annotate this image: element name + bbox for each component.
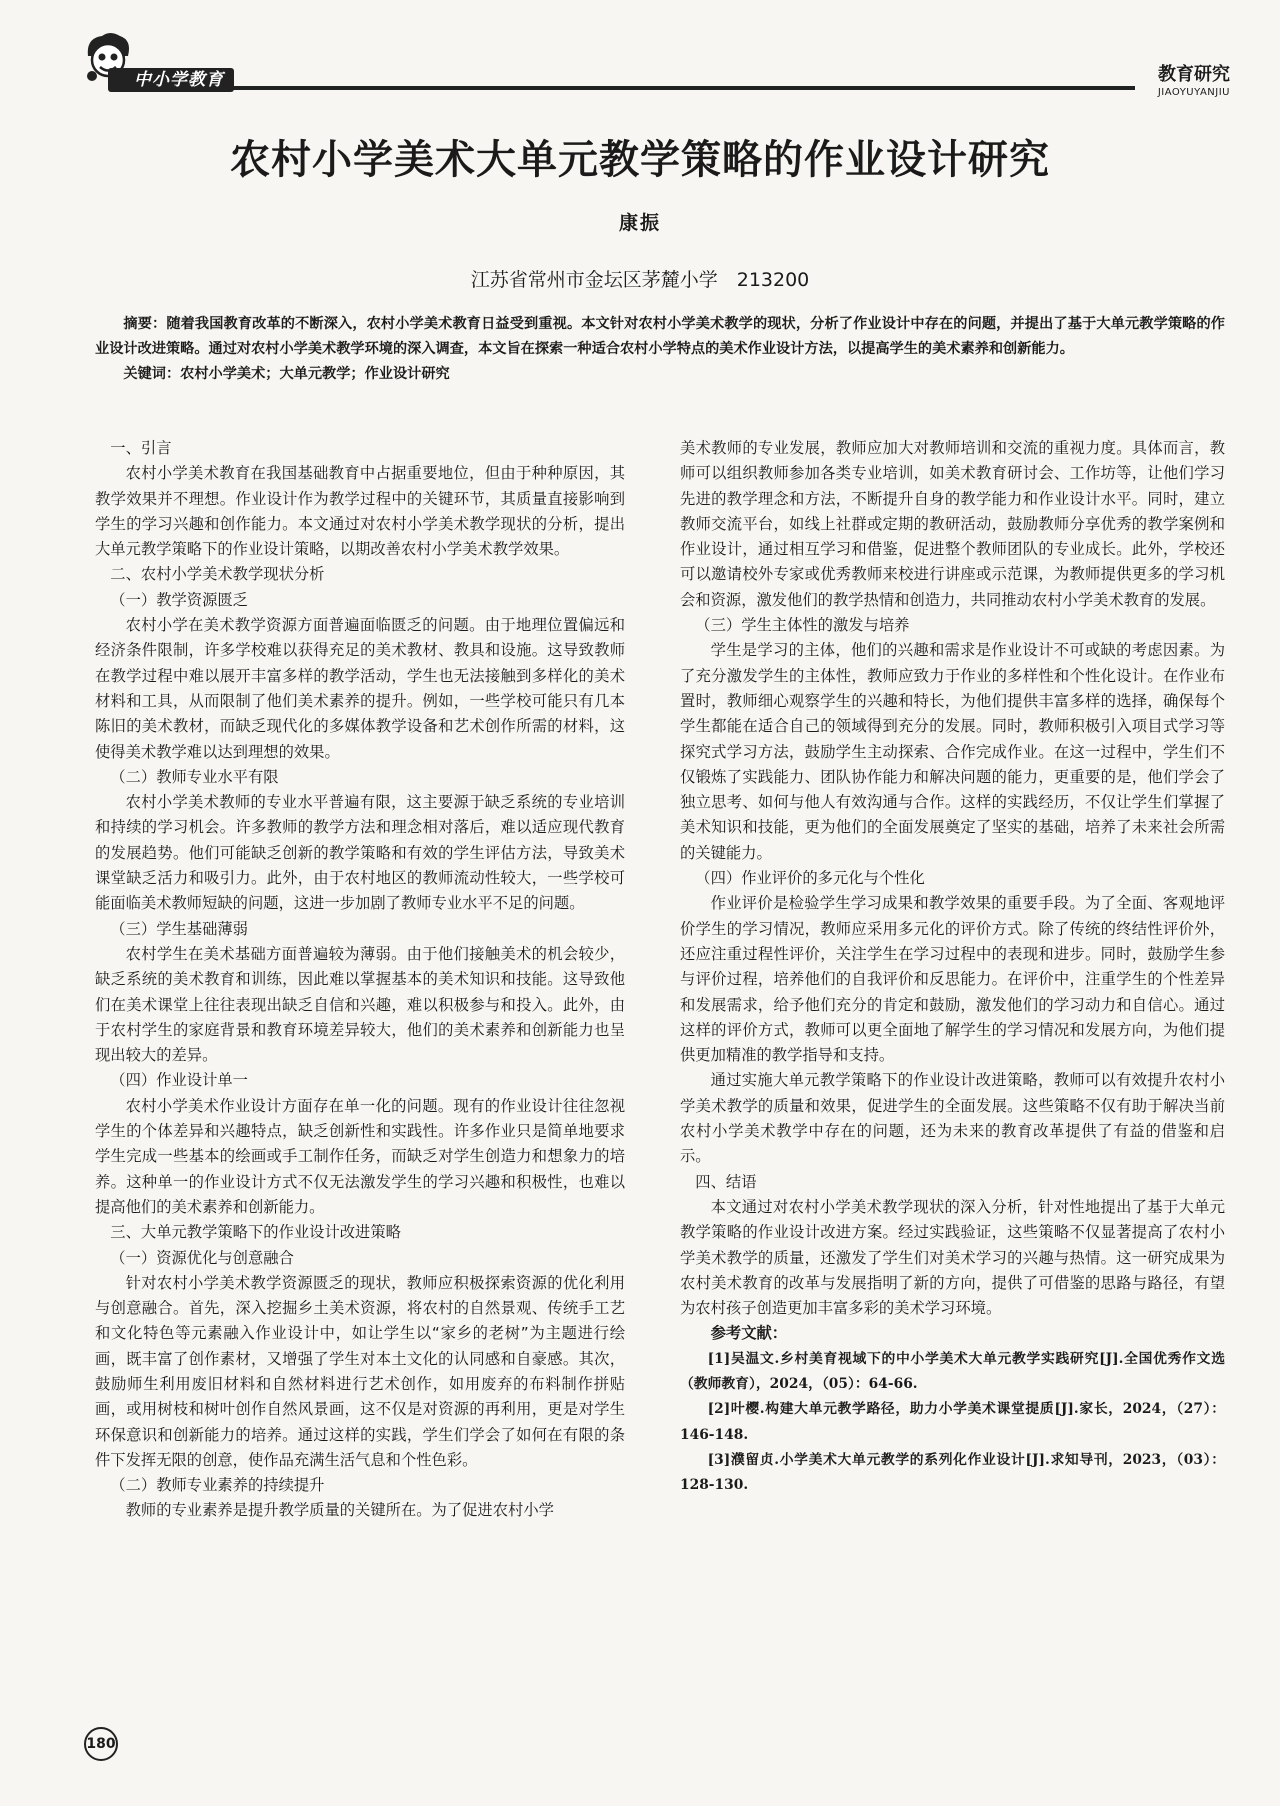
body-paragraph: 本文通过对农村小学美术教学现状的深入分析，针对性地提出了基于大单元教学策略的作业设计改进方案。经过实践验证，这些策略不仅显著提高了农村小学美术教学的质量，还激发了学生们对美术学习的兴趣与热情。这一研究成果为农村美术教育的改革与发展指明了新的方向，提供了可借鉴的思路与路径，有望为农村孩子创造更加丰富多彩的美术学习环境。 — [680, 1197, 1225, 1318]
body-paragraph: 教师的专业素养是提升教学质量的关键所在。为了促进农村小学 — [125, 1501, 554, 1520]
subsection-heading: （一）资源优化与创意融合 — [110, 1248, 294, 1267]
subsection-heading: （三）学生主体性的激发与培养 — [695, 616, 910, 635]
reference-item: [3]濮留贞.小学美术大单元教学的系列化作业设计[J].求知导刊，2023，（03）：128-130. — [680, 1451, 1225, 1494]
section-heading: 二、农村小学美术教学现状分析 — [110, 565, 325, 584]
section-title-cn: 教育研究 — [1158, 64, 1230, 85]
subsection-heading: （二）教师专业素养的持续提升 — [110, 1476, 325, 1495]
references-heading: 参考文献： — [710, 1324, 788, 1343]
article-author: 康振 — [618, 212, 661, 234]
body-paragraph: 农村小学美术教育在我国基础教育中占据重要地位，但由于种种原因，其教学效果并不理想。作业设计作为教学过程中的关键环节，其质量直接影响到学生的学习兴趣和创作能力。本文通过对农村小学美术教学现状的分析，提出大单元教学策略下的作业设计策略，以期改善农村小学美术教学效果。 — [95, 464, 625, 559]
right-column — [680, 436, 1225, 1498]
body-paragraph: 学生是学习的主体，他们的兴趣和需求是作业设计不可或缺的考虑因素。为了充分激发学生的主体性，教师应致力于作业的多样性和个性化设计。在作业布置时，教师细心观察学生的兴趣和特长，为他们提供丰富多样的选择，确保每个学生都能在适合自己的领域得到充分的发展。同时，教师积极引入项目式学习等探究式学习方法，鼓励学生主动探索、合作完成作业。在这一过程中，学生们不仅锻炼了实践能力、团队协作能力和解决问题的能力，更重要的是，他们学会了独立思考、如何与他人有效沟通与合作。这样的实践经历，不仅让学生们掌握了美术知识和技能，更为他们的全面发展奠定了坚实的基础，培养了未来社会所需的关键能力。 — [680, 641, 1225, 862]
page-number: 180 — [84, 1727, 118, 1761]
body-paragraph: 农村小学在美术教学资源方面普遍面临匮乏的问题。由于地理位置偏远和经济条件限制，许多学校难以获得充足的美术教材、教具和设施。这导致教师在教学过程中难以展开丰富多样的教学活动，学生也无法接触到多样化的美术材料和工具，从而限制了他们美术素养的提升。例如，一些学校可能只有几本陈旧的美术教材，而缺乏现代化的多媒体教学设备和艺术创作所需的材料，这使得美术教学难以达到理想的效果。 — [95, 616, 625, 761]
body-paragraph: 农村学生在美术基础方面普遍较为薄弱。由于他们接触美术的机会较少，缺乏系统的美术教育和训练，因此难以掌握基本的美术知识和技能。这导致他们在美术课堂上往往表现出缺乏自信和兴趣，难以积极参与和投入。此外，由于农村学生的家庭背景和教育环境差异较大，他们的美术素养和创新能力也呈现出较大的差异。 — [95, 944, 625, 1065]
body-paragraph: 美术教师的专业发展，教师应加大对教师培训和交流的重视力度。具体而言，教师可以组织教师参加各类专业培训，如美术教育研讨会、工作坊等，让他们学习先进的教学理念和方法，不断提升自身的教学能力和作业设计水平。同时，建立教师交流平台，如线上社群或定期的教研活动，鼓励教师分享优秀的教学案例和作业设计，通过相互学习和借鉴，促进整个教师团队的专业成长。此外，学校还可以邀请校外专家或优秀教师来校进行讲座或示范课，为教师提供更多的学习机会和资源，激发他们的教学热情和创造力，共同推动农村小学美术教育的发展。 — [680, 439, 1225, 609]
article-affiliation: 江苏省常州市金坛区茅麓小学 213200 — [470, 269, 810, 291]
body-paragraph: 农村小学美术教师的专业水平普遍有限，这主要源于缺乏系统的专业培训和持续的学习机会。许多教师的教学方法和理念相对落后，难以适应现代教育的发展趋势。他们可能缺乏创新的教学策略和有效的学生评估方法，导致美术课堂缺乏活力和吸引力。此外，由于农村地区的教师流动性较大，一些学校可能面临美术教师短缺的问题，这进一步加剧了教师专业水平不足的问题。 — [95, 793, 625, 913]
subsection-heading: （四）作业设计单一 — [110, 1071, 248, 1090]
references-list — [680, 1347, 1225, 1499]
subsection-heading: （一）教学资源匮乏 — [110, 590, 248, 609]
journal-section — [1158, 64, 1230, 100]
body-paragraph: 通过实施大单元教学策略下的作业设计改进策略，教师可以有效提升农村小学美术教学的质量和效果，促进学生的全面发展。这些策略不仅有助于解决当前农村小学美术教学中存在的问题，还为未来的教育改革提供了有益的借鉴和启示。 — [680, 1071, 1225, 1166]
body-paragraph: 农村小学美术作业设计方面存在单一化的问题。现有的作业设计往往忽视学生的个体差异和兴趣特点，缺乏创新性和实践性。许多作业只是简单地要求学生完成一些基本的绘画或手工制作任务，而缺乏对学生创造力和想象力的培养。这种单一的作业设计方式不仅无法激发学生的学习兴趣和积极性，也难以提高他们的美术素养和创新能力。 — [95, 1096, 625, 1216]
right-column-body — [680, 436, 1225, 1321]
section-heading: 一、引言 — [110, 439, 172, 457]
left-column — [95, 436, 625, 1524]
reference-item: [2]叶樱.构建大单元教学路径，助力小学美术课堂提质[J].家长，2024，（27）：146-148. — [680, 1401, 1225, 1443]
header-rule — [230, 86, 1135, 90]
keywords: 关键词：农村小学美术；大单元教学；作业设计研究 — [123, 366, 450, 382]
body-paragraph: 作业评价是检验学生学习成果和教学效果的重要手段。为了全面、客观地评价学生的学习情况，教师应采用多元化的评价方式。除了传统的终结性评价外，还应注重过程性评价，关注学生在学习过程中的表现和进步。同时，鼓励学生参与评价过程，培养他们的自我评价和反思能力。在评价中，注重学生的个性差异和发展需求，给予他们充分的肯定和鼓励，激发他们的学习动力和自信心。通过这样的评价方式，教师可以更全面地了解学生的学习情况和发展方向，为他们提供更加精准的教学指导和支持。 — [680, 894, 1225, 1065]
section-heading: 四、结语 — [695, 1172, 757, 1191]
abstract-block — [95, 312, 1225, 387]
section-title-en: JIAOYUYANJIU — [1157, 87, 1230, 98]
subsection-heading: （三）学生基础薄弱 — [110, 919, 248, 938]
subsection-heading: （四）作业评价的多元化与个性化 — [695, 869, 925, 888]
subsection-heading: （二）教师专业水平有限 — [110, 767, 279, 786]
section-heading: 三、大单元教学策略下的作业设计改进策略 — [110, 1223, 401, 1242]
article-title: 农村小学美术大单元教学策略的作业设计研究 — [230, 137, 1050, 183]
journal-logo — [80, 30, 240, 98]
reference-item: [1]吴温文.乡村美育视域下的中小学美术大单元教学实践研究[J].全国优秀作文选（教师教育），2024，（05）：64-66. — [680, 1350, 1225, 1392]
body-paragraph: 针对农村小学美术教学资源匮乏的现状，教师应积极探索资源的优化利用与创意融合。首先，深入挖掘乡土美术资源，将农村的自然景观、传统手工艺和文化特色等元素融入作业设计中，如让学生以“家乡的老树”为主题进行绘画，既丰富了创作素材，又增强了学生对本土文化的认同感和自豪感。其次，鼓励师生利用废旧材料和自然材料进行艺术创作，如用废弃的布料制作拼贴画，或用树枝和树叶创作自然风景画，这不仅是对资源的再利用，更是对学生环保意识和创新能力的培养。通过这样的实践，学生们学会了如何在有限的条件下发挥无限的创意，使作品充满生活气息和个性色彩。 — [95, 1273, 625, 1469]
page-header — [80, 30, 1230, 100]
logo-text: 中小学教育 — [108, 68, 234, 92]
abstract: 摘要：随着我国教育改革的不断深入，农村小学美术教育日益受到重视。本文针对农村小学美术教学的现状，分析了作业设计中存在的问题，并提出了基于大单元教学策略的作业设计改进策略。通过对农村小学美术教学环境的深入调查，本文旨在探索一种适合农村小学特点的美术作业设计方法，以提高学生的美术素养和创新能力。 — [95, 316, 1225, 357]
